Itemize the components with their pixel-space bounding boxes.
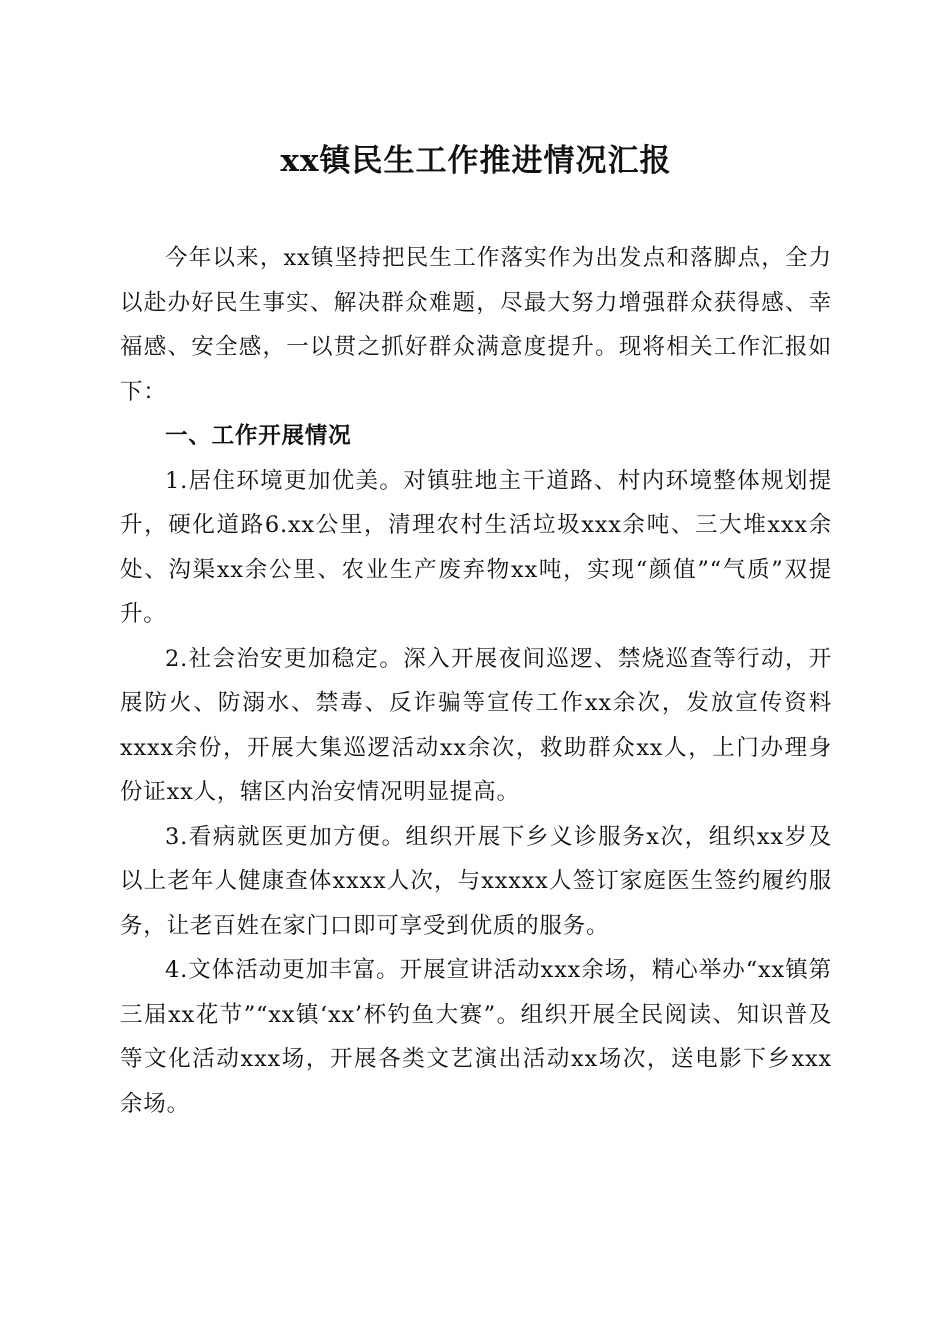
document-title: xx镇民生工作推进情况汇报 (280, 143, 672, 179)
item-paragraph: 4.文体活动更加丰富。开展宣讲活动xxx余场，精心举办“xx镇第三届xx花节”“xx镇‘xx’杯钓鱼大赛”。组织开展全民阅读、知识普及等文化活动xxx场，开展各类文艺演出活动xx场次，送电影下乡xxx余场。 (120, 957, 832, 1117)
intro-paragraph: 今年以来，xx镇坚持把民生工作落实作为出发点和落脚点，全力以赴办好民生事实、解决群众难题，尽最大努力增强群众获得感、幸福感、安全感，一以贯之抓好群众满意度提升。现将相关工作汇报如下： (120, 245, 832, 405)
item-paragraph: 1.居住环境更加优美。对镇驻地主干道路、村内环境整体规划提升，硬化道路6.xx公里，清理农村生活垃圾xxx余吨、三大堆xxx余处、沟渠xx余公里、农业生产废弃物xx吨，实现“颜值”“气质”双提升。 (120, 467, 832, 627)
item-paragraph: 2.社会治安更加稳定。深入开展夜间巡逻、禁烧巡查等行动，开展防火、防溺水、禁毒、反诈骗等宣传工作xx余次，发放宣传资料xxxx余份，开展大集巡逻活动xx余次，救助群众xx人，上门办理身份证xx人，辖区内治安情况明显提高。 (120, 645, 832, 805)
item-paragraph: 3.看病就医更加方便。组织开展下乡义诊服务x次，组织xx岁及以上老年人健康查体xxxx人次，与xxxxx人签订家庭医生签约履约服务，让老百姓在家门口即可享受到优质的服务。 (120, 823, 832, 939)
section-heading: 一、工作开展情况 (165, 423, 352, 449)
